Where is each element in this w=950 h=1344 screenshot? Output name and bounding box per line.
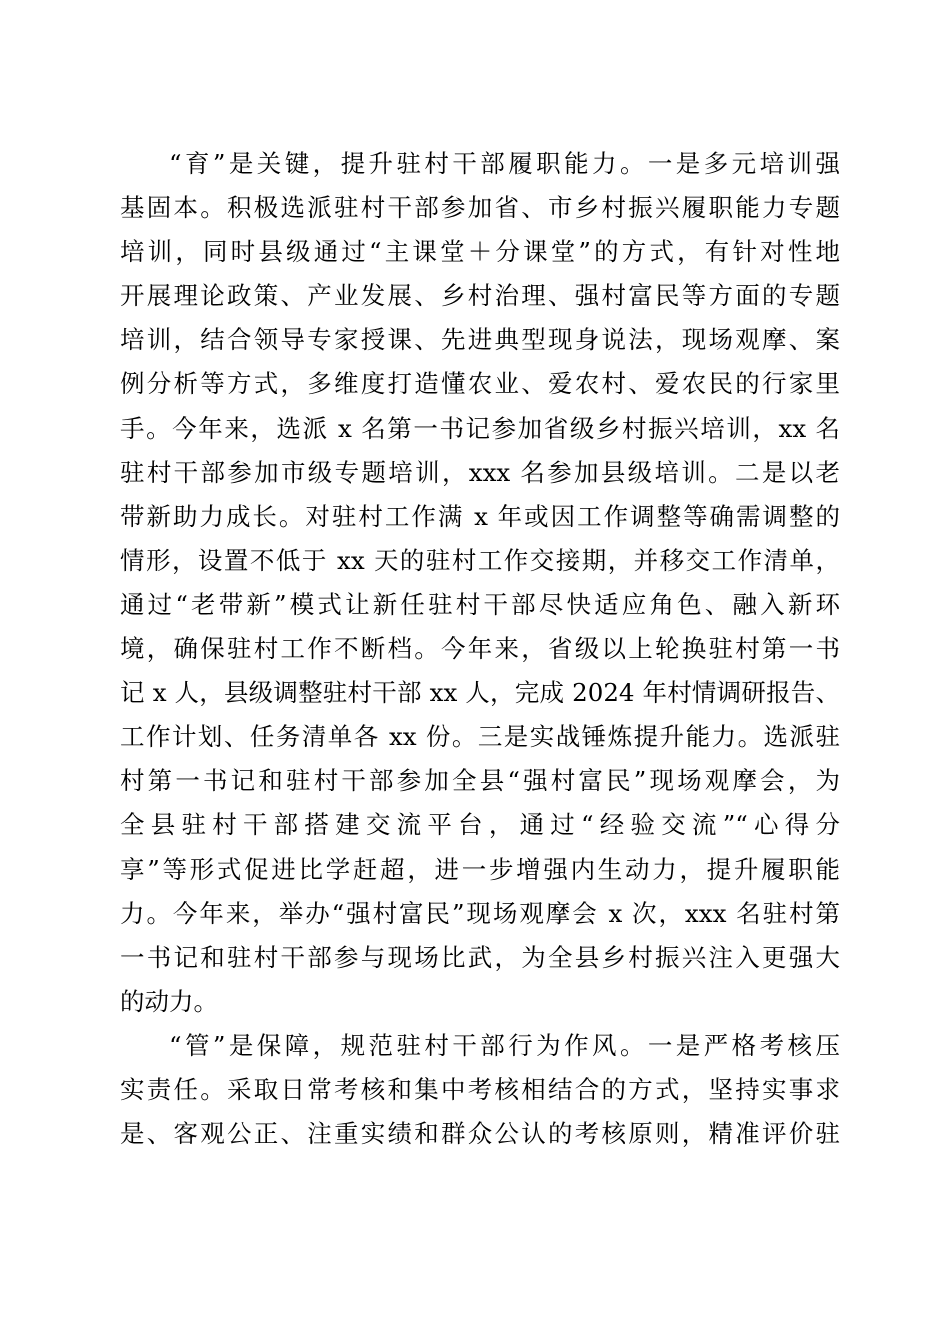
paragraph-1-line-13: 记 x 人，县级调整驻村干部 xx 人，完成 2024 年村情调研报告、	[120, 678, 840, 708]
paragraph-1-line-8: 驻村干部参加市级专题培训，xxx 名参加县级培训。二是以老	[120, 457, 840, 487]
paragraph-1-line-7: 手。今年来，选派 x 名第一书记参加省级乡村振兴培训，xx 名	[120, 413, 840, 443]
paragraph-1-line-4: 开展理论政策、产业发展、乡村治理、强村富民等方面的专题	[120, 281, 840, 311]
paragraph-1-line-18: 力。今年来，举办“强村富民”现场观摩会 x 次，xxx 名驻村第	[120, 898, 840, 928]
paragraph-2-line-1: “管”是保障，规范驻村干部行为作风。一是严格考核压	[169, 1030, 840, 1060]
paragraph-1-line-15: 村第一书记和驻村干部参加全县“强村富民”现场观摩会，为	[120, 766, 840, 796]
body-text	[120, 142, 840, 1156]
paragraph-1-line-5: 培训，结合领导专家授课、先进典型现身说法，现场观摩、案	[120, 325, 840, 355]
paragraph-1-line-12: 境，确保驻村工作不断档。今年来，省级以上轮换驻村第一书	[120, 634, 840, 664]
paragraph-1-line-9: 带新助力成长。对驻村工作满 x 年或因工作调整等确需调整的	[120, 501, 840, 531]
paragraph-1-line-17: 享”等形式促进比学赶超，进一步增强内生动力，提升履职能	[120, 854, 840, 884]
paragraph-1-line-19: 一书记和驻村干部参与现场比武，为全县乡村振兴注入更强大	[120, 942, 840, 972]
paragraph-2-line-3: 是、客观公正、注重实绩和群众公认的考核原则，精准评价驻	[120, 1119, 840, 1149]
paragraph-1-line-2: 基固本。积极选派驻村干部参加省、市乡村振兴履职能力专题	[120, 193, 840, 223]
paragraph-2-line-2: 实责任。采取日常考核和集中考核相结合的方式，坚持实事求	[120, 1074, 840, 1104]
paragraph-1-line-10: 情形，设置不低于 xx 天的驻村工作交接期，并移交工作清单，	[120, 545, 840, 575]
paragraph-1-line-6: 例分析等方式，多维度打造懂农业、爱农村、爱农民的行家里	[120, 369, 840, 399]
paragraph-1-line-20: 的动力。	[120, 986, 218, 1016]
paragraph-1-line-3: 培训，同时县级通过“主课堂＋分课堂”的方式，有针对性地	[120, 237, 840, 267]
paragraph-1-line-14: 工作计划、任务清单各 xx 份。三是实战锤炼提升能力。选派驻	[120, 722, 840, 752]
paragraph-1-line-16: 全县驻村干部搭建交流平台，通过“经验交流”“心得分	[120, 810, 840, 840]
paragraph-1-line-1: “育”是关键，提升驻村干部履职能力。一是多元培训强	[169, 149, 840, 178]
paragraph-1-line-11: 通过“老带新”模式让新任驻村干部尽快适应角色、融入新环	[120, 589, 840, 619]
